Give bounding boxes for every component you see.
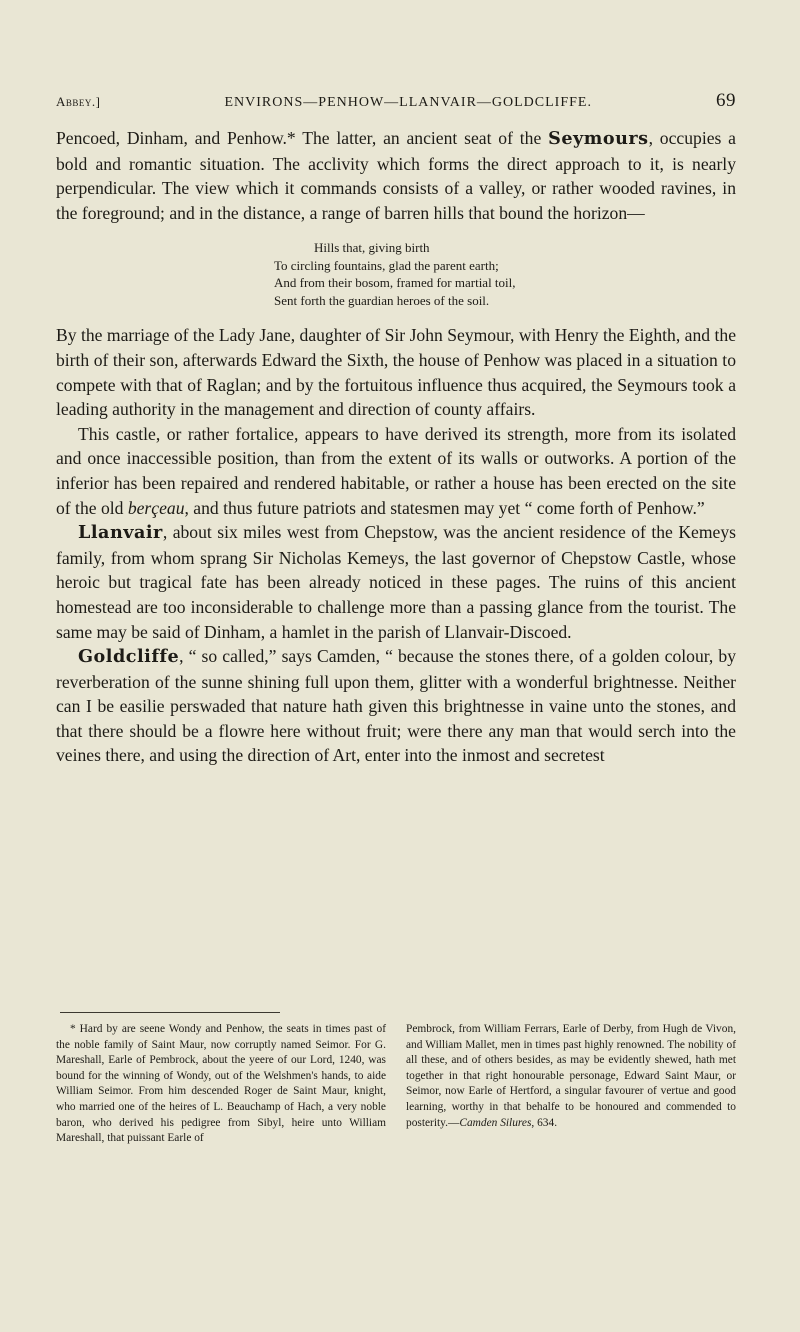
paragraph-penhow	[56, 126, 736, 225]
paragraph-llanvair	[56, 520, 736, 644]
footnote-column-left	[56, 1022, 386, 1147]
paragraph-text: , about six miles west from Chepstow, was the ancient residence of the Kemeys family, from whom sprang Sir Nicholas Kemeys, the last governor of Chepstow Castle, whose heroic but tragical fate has been already noticed in these pages. The ruins of this ancient homestead are too inconsiderable to challenge more than a passing glance from the tourist. The same may be said of Dinham, a hamlet in the parish of Llanvair-Discoed.	[56, 522, 736, 642]
blackletter-llanvair: Llanvair	[78, 522, 163, 544]
main-text	[56, 126, 736, 768]
blackletter-seymours: Seymours	[548, 128, 649, 149]
footnote-rule	[60, 1012, 280, 1013]
paragraph-text: , occupies a bold and romantic situation. The acclivity which forms the direct approach to it, is nearly perpendicular. The view which it commands consists of a valley, or rather wooded ravines, in the foreground; and in the distance, a range of barren hills that bound the horizon—	[56, 128, 736, 223]
verse-line: Sent forth the guardian heroes of the soil.	[274, 292, 490, 308]
verse-line: And from their bosom, framed for martial toil,	[274, 275, 516, 291]
paragraph-text: This castle, or rather fortalice, appears to have derived its strength, more from its isolated and once inaccessible position, than from the extent of its walls or outworks. A portion of the inferior has been repaired and rendered habitable, or rather a house has been erected on the site of the old	[56, 423, 736, 518]
paragraph-text: , “ so called,” says Camden, “ because the stones there, of a golden colour, by reverberation of the sunne shining full upon them, glitter with a wonderful brightnesse. Neither can I be easilie perswaded that nature hath given this brightnesse in vaine unto the stones, and that there should be a flowre here without fruit; were there any man that would serch into the veines there, and using the direction of Art, enter into the inmost and secretest	[56, 646, 736, 766]
verse-line: To circling fountains, glad the parent earth;	[274, 257, 499, 273]
footnote-text: * Hard by are seene Wondy and Penhow, the seats in times past of the noble family of Saint Maur, now corruptly named Seimor. For G. Mareshall, Earle of Pembrock, about the yeere of our Lord, 1240, was bound for the winning of Wondy, out of the Welshmen's hands, to aide William Seimor. From him descended Roger de Saint Maur, knight, who married one of the heires of L. Beauchamp of Hach, a very noble baron, who derived his pedigree from Sibyl, heire unto William Mareshall, that puissant Earle of	[56, 1023, 386, 1145]
footnote-column-right	[406, 1022, 736, 1147]
paragraph-marriage: By the marriage of the Lady Jane, daughter of Sir John Seymour, with Henry the Eighth, and the birth of their son, afterwards Edward the Sixth, the house of Penhow was placed in a situation to compete with that of Raglan; and by the fortuitous influence thus acquired, the Seymours took a leading authority in the management and direction of county affairs.	[56, 325, 736, 420]
footnote-citation-page: , 634.	[531, 1116, 558, 1129]
page-number: 69	[715, 90, 736, 111]
paragraph-castle	[56, 422, 736, 520]
running-head-left: Abbey.]	[56, 94, 101, 109]
paragraph-text: , and thus future patriots and statesmen may yet “ come forth of Penhow.”	[184, 497, 705, 518]
running-head	[56, 90, 736, 112]
italic-bercea: berçeau	[127, 497, 185, 518]
verse-quotation	[56, 239, 736, 309]
blackletter-goldcliffe: Goldcliffe	[78, 646, 180, 668]
footnote-citation: Camden Silures	[459, 1116, 532, 1129]
verse-line: Hills that, giving birth	[314, 240, 430, 256]
running-head-title: ENVIRONS—PENHOW—LLANVAIR—GOLDCLIFFE.	[224, 95, 592, 110]
footnote-text: Pembrock, from William Ferrars, Earle of Derby, from Hugh de Vivon, and William Mallet, men in times past highly renowned. The nobility of all these, and of others besides, as may be evidently shewed, hath met together in that right honourable personage, Edward Saint Maur, or Seimor, now Earle of Hertford, a singular favourer of vertue and good learning, worthy in that behalfe to be honoured and commended to posterity.—	[406, 1023, 736, 1129]
footnote-text-continued	[406, 1022, 736, 1131]
footnotes	[56, 1022, 736, 1147]
paragraph-text: Pencoed, Dinham, and Penhow.* The latter, an ancient seat of the	[56, 128, 549, 148]
paragraph-goldcliffe	[56, 644, 736, 768]
